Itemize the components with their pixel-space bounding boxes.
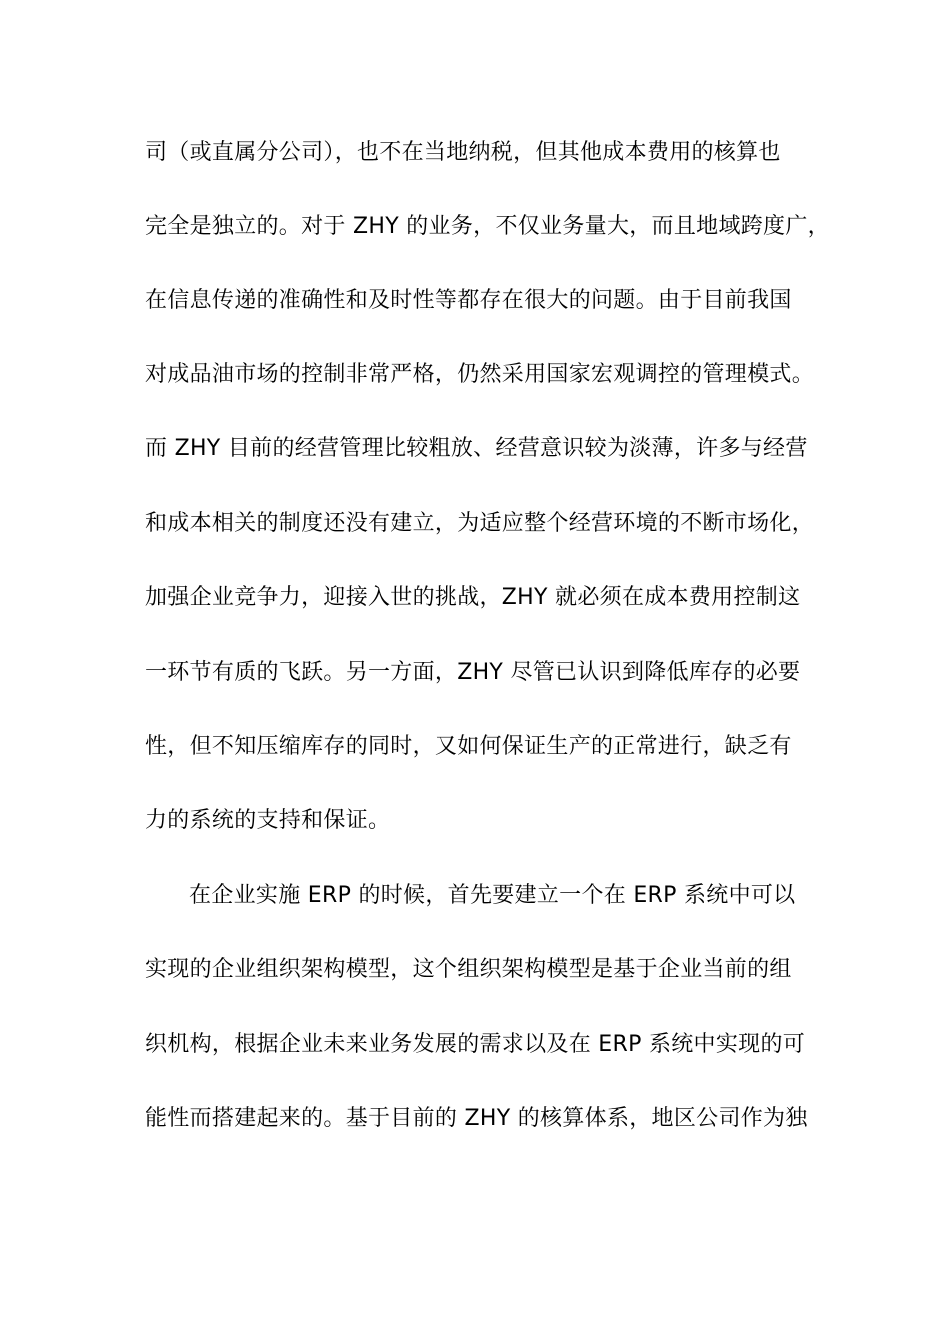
text-line: 对成品油市场的控制非常严格，仍然采用国家宏观调控的管理模式。 bbox=[145, 362, 815, 387]
text-line: 加强企业竞争力，迎接入世的挑战，ZHY 就必须在成本费用控制这 bbox=[145, 585, 801, 610]
text-line: 完全是独立的。对于 ZHY 的业务，不仅业务量大，而且地域跨度广， bbox=[145, 214, 830, 239]
text-line: 性，但不知压缩库存的同时，又如何保证生产的正常进行，缺乏有 bbox=[145, 734, 792, 759]
text-line: 一环节有质的飞跃。另一方面，ZHY 尽管已认识到降低库存的必要 bbox=[145, 660, 801, 685]
text-line: 力的系统的支持和保证。 bbox=[145, 808, 391, 833]
text-line: 实现的企业组织架构模型，这个组织架构模型是基于企业当前的组 bbox=[145, 957, 792, 982]
text-line: 能性而搭建起来的。基于目前的 ZHY 的核算体系，地区公司作为独 bbox=[145, 1106, 808, 1131]
text-line: 在信息传递的准确性和及时性等都存在很大的问题。由于目前我国 bbox=[145, 288, 792, 313]
text-line: 而 ZHY 目前的经营管理比较粗放、经营意识较为淡薄，许多与经营 bbox=[145, 436, 808, 461]
text-line: 织机构，根据企业未来业务发展的需求以及在 ERP 系统中实现的可 bbox=[145, 1032, 806, 1057]
text-line: 司（或直属分公司），也不在当地纳税，但其他成本费用的核算也 bbox=[145, 140, 781, 165]
text-line: 和成本相关的制度还没有建立，为适应整个经营环境的不断市场化， bbox=[145, 511, 815, 536]
text-line: 在企业实施 ERP 的时候，首先要建立一个在 ERP 系统中可以 bbox=[189, 883, 796, 908]
